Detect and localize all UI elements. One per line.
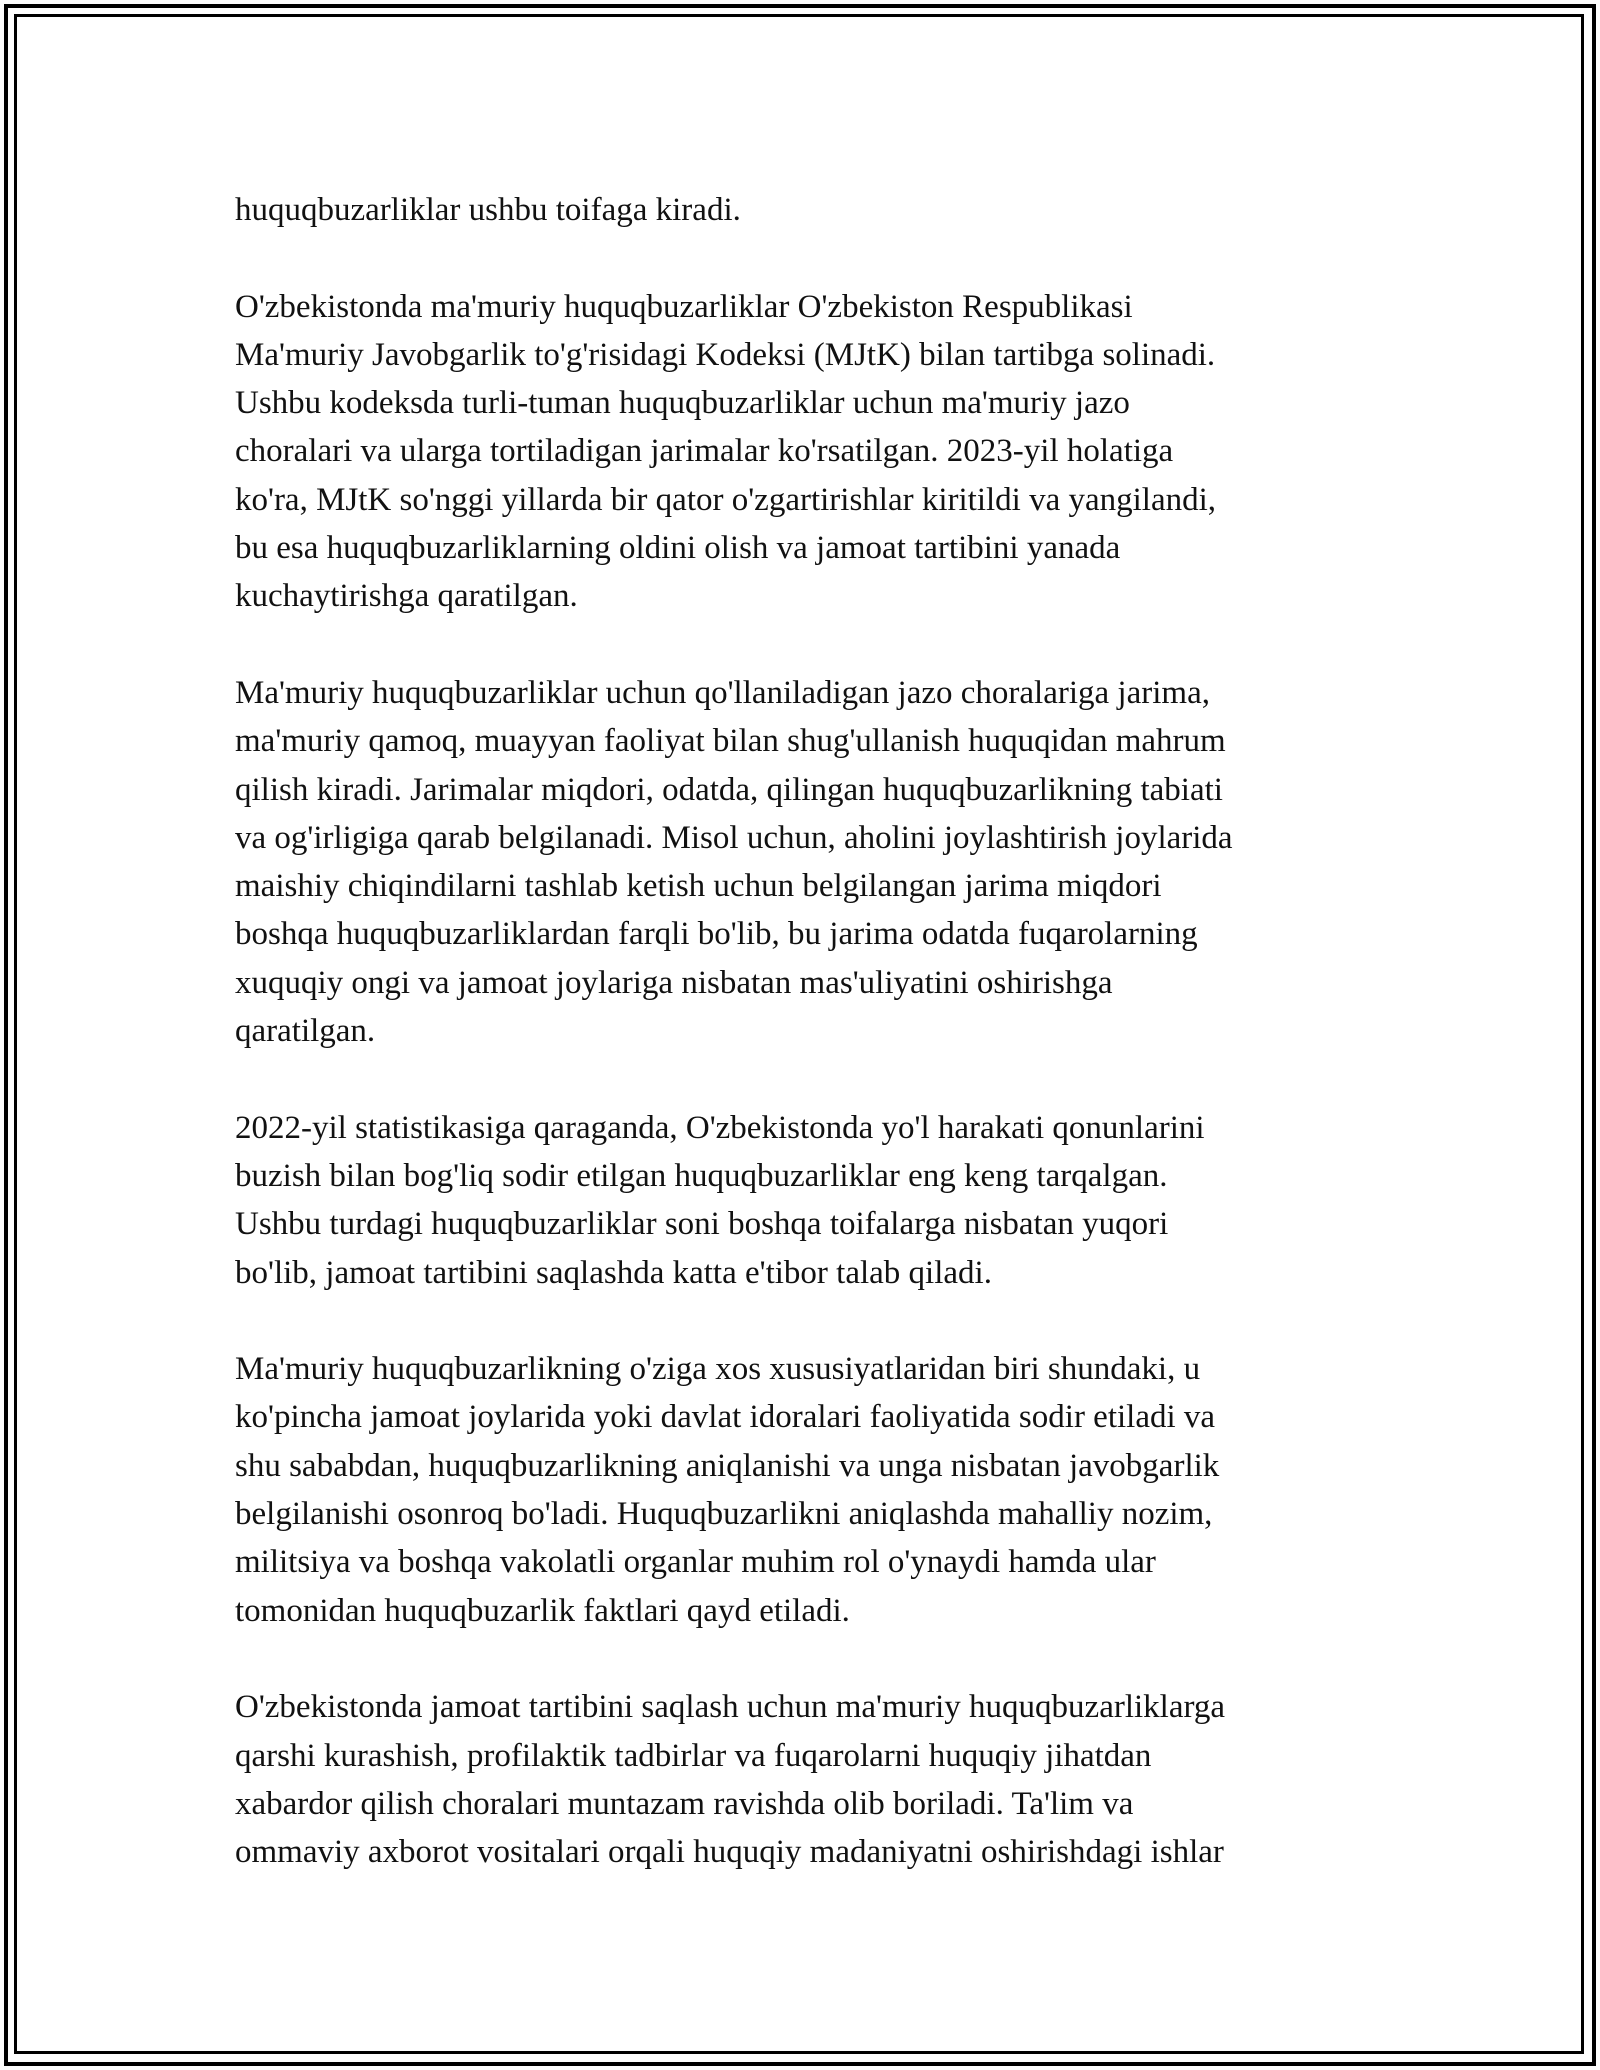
text-line: choralari va ularga tortiladigan jarimalar ko'rsatilgan. 2023-yil holatiga bbox=[235, 433, 1174, 470]
text-line: ma'muriy qamoq, muayyan faoliyat bilan shug'ullanish huquqidan mahrum bbox=[235, 723, 1226, 760]
paragraph-2 bbox=[235, 283, 1390, 621]
text-line: ko'ra, MJtK so'nggi yillarda bir qator o'zgartirishlar kiritildi va yangilandi, bbox=[235, 481, 1217, 518]
text-line: maishiy chiqindilarni tashlab ketish uchun belgilangan jarima miqdori bbox=[235, 868, 1162, 905]
text-line: xuquqiy ongi va jamoat joylariga nisbatan mas'uliyatini oshirishga bbox=[235, 964, 1113, 1001]
text-line: xabardor qilish choralari muntazam ravishda olib boriladi. Ta'lim va bbox=[235, 1785, 1134, 1822]
text-line: huquqbuzarliklar ushbu toifaga kiradi. bbox=[235, 192, 741, 228]
paragraph-6 bbox=[235, 1683, 1390, 1876]
text-line: shu sababdan, huquqbuzarlikning aniqlanishi va unga nisbatan javobgarlik bbox=[235, 1447, 1220, 1484]
paragraph-1 bbox=[235, 186, 1390, 234]
text-line: Ushbu kodeksda turli-tuman huquqbuzarliklar uchun ma'muriy jazo bbox=[235, 385, 1130, 422]
document-body bbox=[235, 186, 1390, 1876]
text-line: O'zbekistonda ma'muriy huquqbuzarliklar O'zbekiston Respublikasi bbox=[235, 288, 1133, 325]
text-line: bo'lib, jamoat tartibini saqlashda katta e'tibor talab qiladi. bbox=[235, 1254, 992, 1291]
text-line: boshqa huquqbuzarliklardan farqli bo'lib, bu jarima odatda fuqarolarning bbox=[235, 916, 1198, 953]
text-line: ko'pincha jamoat joylarida yoki davlat idoralari faoliyatida sodir etiladi va bbox=[235, 1399, 1216, 1436]
text-line: O'zbekistonda jamoat tartibini saqlash uchun ma'muriy huquqbuzarliklarga bbox=[235, 1689, 1226, 1726]
paragraph-spacer bbox=[235, 234, 1390, 282]
text-line: qilish kiradi. Jarimalar miqdori, odatda, qilingan huquqbuzarlikning tabiati bbox=[235, 771, 1223, 808]
text-line: Ma'muriy huquqbuzarlikning o'ziga xos xususiyatlaridan biri shundaki, u bbox=[235, 1351, 1201, 1388]
text-line: bu esa huquqbuzarliklarning oldini olish va jamoat tartibini yanada bbox=[235, 530, 1121, 567]
paragraph-spacer bbox=[235, 1635, 1390, 1683]
text-line: qarshi kurashish, profilaktik tadbirlar va fuqarolarni huquqiy jihatdan bbox=[235, 1737, 1152, 1774]
paragraph-spacer bbox=[235, 1297, 1390, 1345]
text-line: belgilanishi osonroq bo'ladi. Huquqbuzarlikni aniqlashda mahalliy nozim, bbox=[235, 1496, 1213, 1533]
paragraph-4 bbox=[235, 1104, 1390, 1297]
text-line: 2022-yil statistikasiga qaraganda, O'zbekistonda yo'l harakati qonunlarini bbox=[235, 1109, 1205, 1146]
text-line: militsiya va boshqa vakolatli organlar muhim rol o'ynaydi hamda ular bbox=[235, 1544, 1156, 1581]
text-line: buzish bilan bog'liq sodir etilgan huquqbuzarliklar eng keng tarqalgan. bbox=[235, 1157, 1168, 1194]
text-line: Ushbu turdagi huquqbuzarliklar soni boshqa toifalarga nisbatan yuqori bbox=[235, 1206, 1169, 1243]
text-line: Ma'muriy Javobgarlik to'g'risidagi Kodeksi (MJtK) bilan tartibga solinadi. bbox=[235, 336, 1216, 373]
text-line: qaratilgan. bbox=[235, 1013, 376, 1050]
paragraph-3 bbox=[235, 669, 1390, 1055]
paragraph-spacer bbox=[235, 1055, 1390, 1103]
text-line: kuchaytirishga qaratilgan. bbox=[235, 578, 578, 615]
paragraph-spacer bbox=[235, 621, 1390, 669]
text-line: Ma'muriy huquqbuzarliklar uchun qo'llaniladigan jazo choralariga jarima, bbox=[235, 674, 1210, 711]
text-line: va og'irligiga qarab belgilanadi. Misol uchun, aholini joylashtirish joylarida bbox=[235, 819, 1233, 856]
text-line: ommaviy axborot vositalari orqali huquqiy madaniyatni oshirishdagi ishlar bbox=[235, 1834, 1224, 1871]
paragraph-5 bbox=[235, 1345, 1390, 1635]
text-line: tomonidan huquqbuzarlik faktlari qayd etiladi. bbox=[235, 1592, 850, 1629]
